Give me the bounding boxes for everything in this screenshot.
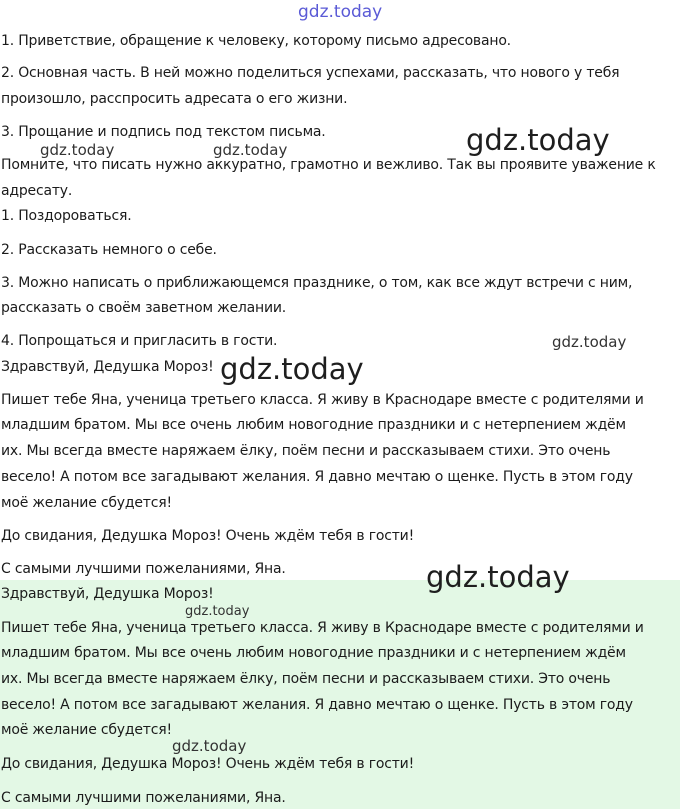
letter-body-line: Пишет тебе Яна, ученица третьего класса. Я живу в Краснодаре вместе с родителями и [1, 392, 644, 408]
watermark-logo: gdz.today [466, 123, 610, 157]
structure-item-2-cont: произошло, расспросить адресата о его жизни. [1, 91, 348, 107]
watermark-logo: gdz.today [298, 2, 383, 22]
letter-signature: С самыми лучшими пожеланиями, Яна. [1, 790, 286, 806]
plan-item-3: 3. Можно написать о приближающемся празднике, о том, как все ждут встречи с ним, [1, 275, 633, 291]
letter-body-line: их. Мы всегда вместе наряжаем ёлку, поём песни и рассказываем стихи. Это очень [1, 671, 611, 687]
letter-body-line: моё желание сбудется! [1, 722, 172, 738]
watermark-logo: gdz.today [552, 333, 627, 351]
watermark-logo: gdz.today [426, 560, 570, 594]
letter-body-line: моё желание сбудется! [1, 495, 172, 511]
watermark-logo: gdz.today [40, 141, 115, 159]
letter-greeting: Здравствуй, Дедушка Мороз! [1, 359, 214, 375]
letter-farewell: До свидания, Дедушка Мороз! Очень ждём тебя в гости! [1, 528, 414, 544]
letter-signature: С самыми лучшими пожеланиями, Яна. [1, 561, 286, 577]
structure-item-1: 1. Приветствие, обращение к человеку, которому письмо адресовано. [1, 33, 511, 49]
watermark-logo: gdz.today [172, 737, 247, 755]
letter-body-line: младшим братом. Мы все очень любим новогодние праздники и с нетерпением ждём [1, 417, 626, 433]
plan-item-3-cont: рассказать о своём заветном желании. [1, 300, 287, 316]
structure-item-2: 2. Основная часть. В ней можно поделиться успехами, рассказать, что нового у тебя [1, 65, 620, 81]
watermark-logo: gdz.today [213, 141, 288, 159]
letter-body-line: Пишет тебе Яна, ученица третьего класса. Я живу в Краснодаре вместе с родителями и [1, 620, 644, 636]
plan-item-2: 2. Рассказать немного о себе. [1, 242, 217, 258]
letter-body-line: весело! А потом все загадывают желания. Я давно мечтаю о щенке. Пусть в этом году [1, 697, 633, 713]
letter-body-line: младшим братом. Мы все очень любим новогодние праздники и с нетерпением ждём [1, 645, 626, 661]
advice-line-cont: адресату. [1, 183, 73, 199]
highlighted-answer-block [0, 580, 680, 809]
letter-body-line: их. Мы всегда вместе наряжаем ёлку, поём песни и рассказываем стихи. Это очень [1, 443, 611, 459]
advice-line: Помните, что писать нужно аккуратно, грамотно и вежливо. Так вы проявите уважение к [1, 157, 656, 173]
letter-farewell: До свидания, Дедушка Мороз! Очень ждём тебя в гости! [1, 756, 414, 772]
watermark-logo: gdz.today [220, 352, 364, 386]
watermark-logo: gdz.today [185, 604, 250, 619]
letter-greeting: Здравствуй, Дедушка Мороз! [1, 586, 214, 602]
structure-item-3: 3. Прощание и подпись под текстом письма. [1, 124, 326, 140]
letter-body-line: весело! А потом все загадывают желания. Я давно мечтаю о щенке. Пусть в этом году [1, 469, 633, 485]
plan-item-4: 4. Попрощаться и пригласить в гости. [1, 333, 278, 349]
plan-item-1: 1. Поздороваться. [1, 208, 132, 224]
